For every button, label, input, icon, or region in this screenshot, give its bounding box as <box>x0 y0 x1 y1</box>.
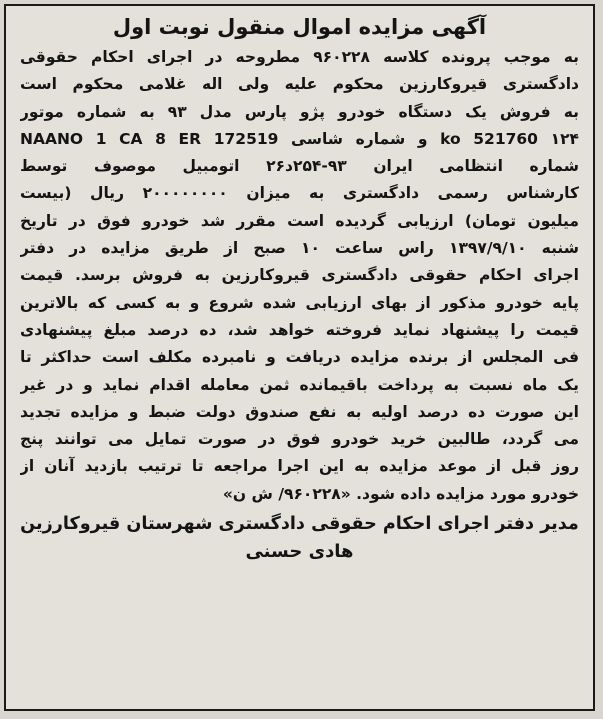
notice-title: آگهی مزایده اموال منقول نوبت اول <box>112 15 487 39</box>
body-line: این صورت ده درصد اولیه به نفع صندوق دولت ضبط و مزایده تجدید <box>20 402 579 421</box>
signature-title: مدیر دفتر اجرای احکام حقوقی دادگستری شهرستان قیروکارزین <box>20 514 579 535</box>
body-line: شماره انتظامی ایران ۹۳-۲۵۴د۲۶ اتومبیل موصوف توسط <box>20 157 579 176</box>
body-line: کارشناس رسمی دادگستری به میزان ۲۰۰۰۰۰۰۰۰ ریال (بیست <box>20 184 579 203</box>
body-line: ۱۲۴ ko 521760 و شماره شاسی NAANO 1 CA 8 ER 172519 <box>20 129 579 148</box>
body-line: شنبه ۱۳۹۷/۹/۱۰ راس ساعت ۱۰ صبح از طریق مزایده در دفتر <box>20 239 579 258</box>
body-line: به فروش یک دستگاه خودرو پژو پارس مدل ۹۳ به شماره موتور <box>20 102 579 121</box>
body-line-last: خودرو مورد مزایده داده شود. «۹۶۰۲۲۸/ ش ن» <box>222 484 579 503</box>
body-line: میلیون تومان) ارزیابی گردیده است مقرر شد خودرو فوق در تاریخ <box>20 211 579 230</box>
notice-body <box>20 44 579 508</box>
signature-name: هادی حسنی <box>245 541 354 563</box>
body-line: می گردد، طالبین خرید خودرو فوق در صورت تمایل می توانند پنج <box>20 430 579 449</box>
body-line: به موجب پرونده کلاسه ۹۶۰۲۲۸ مطروحه در اجرای احکام حقوقی <box>20 48 579 66</box>
body-line: یک ماه نسبت به پرداخت باقیمانده ثمن معامله اقدام نماید و در غیر <box>20 375 579 394</box>
body-line: اجرای احکام حقوقی دادگستری قیروکارزین به فروش برسد. قیمت <box>20 266 579 285</box>
body-line: روز قبل از موعد مزایده به این اجرا مراجعه تا ترتیب بازدید آنان از <box>20 457 579 476</box>
body-line: قیمت را پیشنهاد نماید فروخته خواهد شد، ده درصد مبلغ پیشنهادی <box>20 320 579 339</box>
body-line: دادگستری قیروکارزین محکوم علیه ولی اله غلامی محکوم است <box>20 75 579 94</box>
signature-block <box>20 510 579 566</box>
body-line: پایه خودرو مذکور از بهای ارزیابی شده شروع و به کسی که بالاترین <box>20 293 579 312</box>
body-line: فی المجلس از برنده مزایده دریافت و نامبرده مکلف است حداکثر تا <box>20 348 579 367</box>
auction-notice <box>4 4 595 711</box>
